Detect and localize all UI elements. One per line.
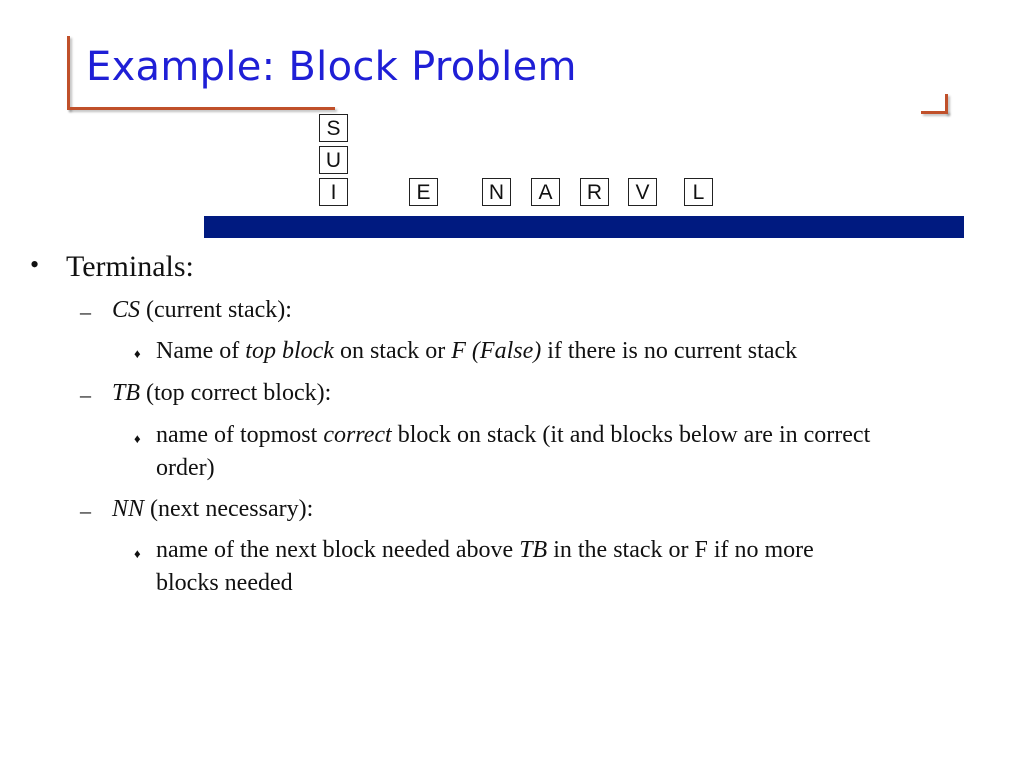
- stack-block-i: I: [319, 178, 348, 206]
- title-frame-left: [67, 36, 70, 110]
- diamond-marker: ♦: [134, 546, 141, 561]
- nn-detail-line2: blocks needed: [156, 570, 293, 596]
- term-nn: NN: [112, 496, 145, 522]
- cs-detail: [156, 338, 797, 365]
- term-nn-desc: (next necessary):: [144, 496, 314, 522]
- term-tb-desc: (top correct block):: [140, 380, 332, 406]
- subbullet-cs: [112, 297, 292, 324]
- corner-decoration-horizontal: [921, 111, 948, 114]
- table-surface: [204, 216, 964, 238]
- subbullet-nn: [112, 496, 313, 523]
- tb-detail-line1: [156, 422, 870, 449]
- tb-detail-italic: correct: [323, 422, 392, 448]
- floor-block-n: N: [482, 178, 511, 206]
- cs-detail-text: on stack or: [333, 338, 452, 364]
- tb-detail-text: block on stack (it and blocks below are in correct: [391, 422, 871, 448]
- floor-block-a: A: [531, 178, 560, 206]
- stack-block-s: S: [319, 114, 348, 142]
- term-cs-desc: (current stack):: [140, 297, 292, 323]
- cs-detail-italic: top block: [245, 338, 334, 364]
- dash-marker: –: [80, 382, 91, 407]
- bullet-marker: •: [30, 250, 40, 279]
- nn-detail-text: name of the next block needed above: [156, 537, 520, 563]
- floor-block-v: V: [628, 178, 657, 206]
- nn-detail-text: in the stack or F if no more: [547, 537, 814, 563]
- floor-block-r: R: [580, 178, 609, 206]
- diamond-marker: ♦: [134, 431, 141, 446]
- floor-block-l: L: [684, 178, 713, 206]
- nn-detail-italic: TB: [519, 537, 548, 563]
- tb-detail-text: name of topmost: [156, 422, 324, 448]
- diamond-marker: ♦: [134, 346, 141, 361]
- cs-detail-italic: F (False): [451, 338, 542, 364]
- floor-block-e: E: [409, 178, 438, 206]
- bullet-terminals: Terminals:: [66, 250, 194, 283]
- tb-detail-line2: order): [156, 455, 215, 481]
- term-cs: CS: [112, 297, 141, 323]
- title-frame-bottom: [67, 107, 335, 110]
- cs-detail-text: Name of: [156, 338, 246, 364]
- term-tb: TB: [112, 380, 141, 406]
- slide-title: Example: Block Problem: [86, 44, 577, 90]
- dash-marker: –: [80, 498, 91, 523]
- stack-block-u: U: [319, 146, 348, 174]
- cs-detail-text: if there is no current stack: [541, 338, 798, 364]
- dash-marker: –: [80, 299, 91, 324]
- subbullet-tb: [112, 380, 331, 407]
- nn-detail-line1: [156, 537, 814, 564]
